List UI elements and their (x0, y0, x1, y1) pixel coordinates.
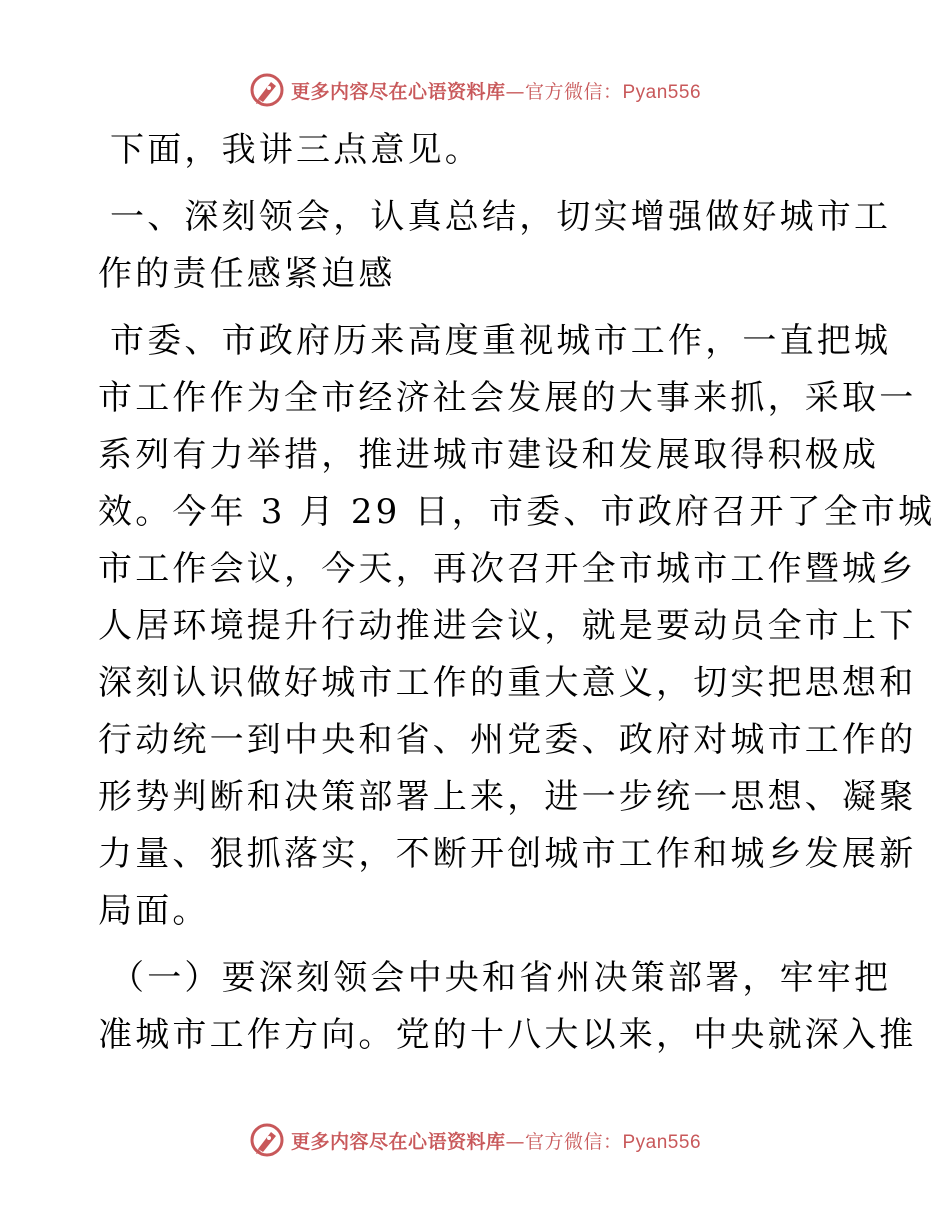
paragraph-line: 深刻认识做好城市工作的重大意义，切实把思想和 (98, 663, 917, 703)
watermark-wechat-id: Pyan556 (622, 1131, 702, 1153)
watermark-site-text: 更多内容尽在心语资料库 (290, 80, 506, 103)
paragraph-line: 准城市工作方向。党的十八大以来，中央就深入推 (98, 1015, 917, 1055)
paragraph-line: 市委、市政府历来高度重视城市工作，一直把城 (110, 321, 892, 361)
pen-logo-icon (249, 72, 285, 108)
watermark-site-text: 更多内容尽在心语资料库 (290, 1130, 506, 1153)
heading-line: 作的责任感紧迫感 (98, 254, 396, 294)
paragraph-line: 力量、狠抓落实，不断开创城市工作和城乡发展新 (98, 834, 917, 874)
watermark-separator: — (505, 1130, 525, 1153)
paragraph-line: 市工作会议，今天，再次召开全市城市工作暨城乡 (98, 549, 917, 589)
heading-line: 一、深刻领会，认真总结，切实增强做好城市工 (110, 197, 892, 237)
watermark-text (291, 1127, 701, 1154)
watermark-wechat-id: Pyan556 (622, 81, 702, 103)
body-paragraph-2 (98, 950, 917, 1064)
paragraph-line: 局面。 (98, 891, 210, 931)
watermark-wechat-label: 官方微信： (524, 1130, 623, 1153)
paragraph-line: 人居环境提升行动推进会议，就是要动员全市上下 (98, 606, 917, 646)
footer-watermark (0, 1120, 950, 1160)
paragraph-line: 系列有力举措，推进城市建设和发展取得积极成 (98, 435, 880, 475)
watermark-wechat-label: 官方微信： (524, 80, 623, 103)
intro-text: 下面，我讲三点意见。 (110, 130, 482, 170)
intro-paragraph (98, 122, 858, 179)
paragraph-line: 市工作作为全市经济社会发展的大事来抓，采取一 (98, 378, 917, 418)
paragraph-line: 形势判断和决策部署上来，进一步统一思想、凝聚 (98, 777, 917, 817)
watermark-text (291, 77, 701, 104)
watermark-separator: — (505, 80, 525, 103)
header-watermark (0, 70, 950, 110)
pen-logo-icon (249, 1122, 285, 1158)
body-paragraph-1 (98, 313, 936, 940)
paragraph-line: （一）要深刻领会中央和省州决策部署，牢牢把 (110, 958, 892, 998)
section-heading-1 (98, 189, 892, 303)
paragraph-line: 效。今年 3 月 29 日，市委、市政府召开了全市城 (98, 492, 936, 532)
document-body (98, 122, 936, 1064)
paragraph-line: 行动统一到中央和省、州党委、政府对城市工作的 (98, 720, 917, 760)
